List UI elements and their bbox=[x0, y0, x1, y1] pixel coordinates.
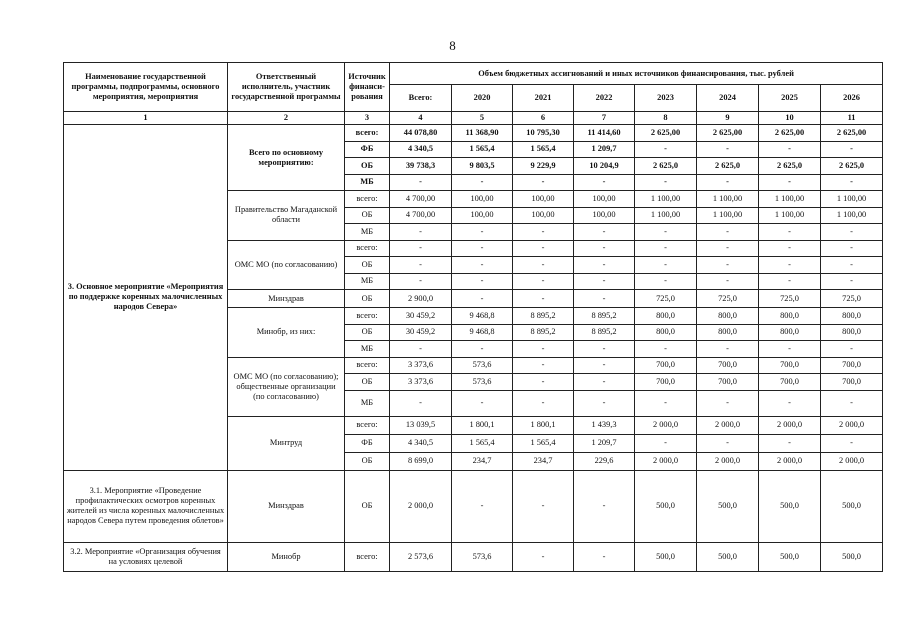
value-cell: 500,0 bbox=[759, 470, 821, 542]
value-cell: - bbox=[821, 341, 883, 358]
value-cell: 39 738,3 bbox=[390, 158, 452, 175]
value-cell: 2 625,00 bbox=[635, 125, 697, 142]
value-cell: 2 625,00 bbox=[697, 125, 759, 142]
header-year: 2021 bbox=[513, 85, 574, 112]
value-cell: 11 368,90 bbox=[452, 125, 513, 142]
value-cell: 1 800,1 bbox=[513, 416, 574, 434]
value-cell: 573,6 bbox=[452, 542, 513, 571]
value-cell: - bbox=[635, 390, 697, 416]
value-cell: - bbox=[390, 224, 452, 241]
activity-name: 3.2. Мероприятие «Организация обучения на условиях целевой bbox=[64, 542, 228, 571]
value-cell: 700,0 bbox=[697, 357, 759, 374]
source-cell: всего: bbox=[345, 357, 390, 374]
source-cell: ОБ bbox=[345, 452, 390, 470]
value-cell: 8 895,2 bbox=[574, 308, 635, 325]
value-cell: - bbox=[821, 141, 883, 158]
value-cell: 573,6 bbox=[452, 357, 513, 374]
value-cell: 100,00 bbox=[452, 207, 513, 224]
value-cell: - bbox=[759, 240, 821, 257]
activity-row bbox=[64, 542, 883, 571]
value-cell: - bbox=[390, 341, 452, 358]
value-cell: - bbox=[513, 257, 574, 274]
executor-cell: Минздрав bbox=[228, 470, 345, 542]
value-cell: - bbox=[574, 257, 635, 274]
column-number: 5 bbox=[452, 112, 513, 125]
value-cell: - bbox=[513, 273, 574, 290]
header-row bbox=[64, 63, 883, 85]
value-cell: 700,0 bbox=[635, 357, 697, 374]
main-activity-name: 3. Основное мероприятие «Мероприятия по поддержке коренных малочисленных народов Севера» bbox=[64, 125, 228, 471]
value-cell: 2 000,0 bbox=[390, 470, 452, 542]
value-cell: - bbox=[513, 341, 574, 358]
value-cell: - bbox=[759, 434, 821, 452]
value-cell: 100,00 bbox=[574, 191, 635, 208]
value-cell: 4 700,00 bbox=[390, 191, 452, 208]
value-cell: 1 800,1 bbox=[452, 416, 513, 434]
value-cell: 9 468,8 bbox=[452, 308, 513, 325]
value-cell: - bbox=[452, 470, 513, 542]
value-cell: 800,0 bbox=[759, 308, 821, 325]
value-cell: 500,0 bbox=[821, 470, 883, 542]
value-cell: - bbox=[452, 290, 513, 308]
column-number: 1 bbox=[64, 112, 228, 125]
value-cell: - bbox=[452, 224, 513, 241]
value-cell: 725,0 bbox=[635, 290, 697, 308]
value-cell: - bbox=[759, 141, 821, 158]
value-cell: 800,0 bbox=[821, 324, 883, 341]
value-cell: - bbox=[513, 470, 574, 542]
source-cell: всего: bbox=[345, 542, 390, 571]
activity-name: 3.1. Мероприятие «Проведение профилактических осмотров коренных жителей из числа коренных малочисленных народов Севера путем проведения облетов» bbox=[64, 470, 228, 542]
value-cell: 229,6 bbox=[574, 452, 635, 470]
value-cell: 800,0 bbox=[697, 308, 759, 325]
value-cell: - bbox=[574, 341, 635, 358]
value-cell: 44 078,80 bbox=[390, 125, 452, 142]
column-number: 11 bbox=[821, 112, 883, 125]
value-cell: 2 000,0 bbox=[759, 416, 821, 434]
value-cell: - bbox=[452, 390, 513, 416]
value-cell: - bbox=[513, 174, 574, 191]
value-cell: - bbox=[574, 470, 635, 542]
value-cell: - bbox=[697, 390, 759, 416]
source-cell: всего: bbox=[345, 240, 390, 257]
value-cell: 1 100,00 bbox=[635, 191, 697, 208]
executor-cell: Минздрав bbox=[228, 290, 345, 308]
value-cell: 30 459,2 bbox=[390, 308, 452, 325]
value-cell: 500,0 bbox=[635, 542, 697, 571]
source-cell: МБ bbox=[345, 224, 390, 241]
value-cell: 4 340,5 bbox=[390, 434, 452, 452]
value-cell: 1 565,4 bbox=[513, 434, 574, 452]
header-budget-title: Объем бюджетных ассигнований и иных источников финансирования, тыс. рублей bbox=[390, 63, 883, 85]
value-cell: 13 039,5 bbox=[390, 416, 452, 434]
source-cell: МБ bbox=[345, 273, 390, 290]
value-cell: - bbox=[635, 434, 697, 452]
source-cell: МБ bbox=[345, 341, 390, 358]
value-cell: 4 340,5 bbox=[390, 141, 452, 158]
value-cell: - bbox=[513, 290, 574, 308]
value-cell: 1 100,00 bbox=[635, 207, 697, 224]
executor-cell: ОМС МО (по согласованию) bbox=[228, 240, 345, 290]
value-cell: 1 100,00 bbox=[697, 191, 759, 208]
column-number: 9 bbox=[697, 112, 759, 125]
executor-cell: Всего по основному мероприятию: bbox=[228, 125, 345, 191]
value-cell: - bbox=[635, 174, 697, 191]
value-cell: - bbox=[574, 240, 635, 257]
value-cell: 800,0 bbox=[821, 308, 883, 325]
budget-row bbox=[64, 125, 883, 142]
header-executor: Ответственный исполнитель, участник государственной программы bbox=[228, 63, 345, 112]
value-cell: - bbox=[635, 341, 697, 358]
value-cell: 2 000,0 bbox=[635, 452, 697, 470]
value-cell: 1 100,00 bbox=[697, 207, 759, 224]
value-cell: 2 625,0 bbox=[635, 158, 697, 175]
value-cell: - bbox=[759, 390, 821, 416]
value-cell: - bbox=[821, 273, 883, 290]
value-cell: 1 100,00 bbox=[759, 207, 821, 224]
value-cell: - bbox=[452, 273, 513, 290]
value-cell: 700,0 bbox=[821, 357, 883, 374]
value-cell: 2 625,00 bbox=[821, 125, 883, 142]
header-year: 2025 bbox=[759, 85, 821, 112]
value-cell: 8 895,2 bbox=[513, 308, 574, 325]
header-total: Всего: bbox=[390, 85, 452, 112]
value-cell: 11 414,60 bbox=[574, 125, 635, 142]
value-cell: 1 565,4 bbox=[452, 141, 513, 158]
source-cell: ОБ bbox=[345, 374, 390, 391]
value-cell: - bbox=[759, 224, 821, 241]
value-cell: 725,0 bbox=[759, 290, 821, 308]
source-cell: МБ bbox=[345, 174, 390, 191]
source-cell: ФБ bbox=[345, 141, 390, 158]
value-cell: 725,0 bbox=[821, 290, 883, 308]
value-cell: - bbox=[513, 224, 574, 241]
value-cell: - bbox=[821, 434, 883, 452]
header-year: 2024 bbox=[697, 85, 759, 112]
value-cell: - bbox=[513, 240, 574, 257]
value-cell: - bbox=[452, 341, 513, 358]
budget-table-body bbox=[64, 63, 883, 572]
value-cell: - bbox=[821, 390, 883, 416]
column-number: 7 bbox=[574, 112, 635, 125]
value-cell: 2 625,0 bbox=[821, 158, 883, 175]
value-cell: 500,0 bbox=[759, 542, 821, 571]
value-cell: - bbox=[635, 224, 697, 241]
source-cell: ОБ bbox=[345, 207, 390, 224]
budget-table bbox=[63, 62, 883, 572]
column-number: 4 bbox=[390, 112, 452, 125]
value-cell: - bbox=[697, 224, 759, 241]
value-cell: 500,0 bbox=[697, 542, 759, 571]
source-cell: ОБ bbox=[345, 324, 390, 341]
column-number: 2 bbox=[228, 112, 345, 125]
source-cell: ОБ bbox=[345, 470, 390, 542]
value-cell: - bbox=[821, 224, 883, 241]
value-cell: - bbox=[574, 374, 635, 391]
value-cell: 100,00 bbox=[513, 191, 574, 208]
column-number: 3 bbox=[345, 112, 390, 125]
value-cell: - bbox=[697, 273, 759, 290]
value-cell: 500,0 bbox=[635, 470, 697, 542]
source-cell: ОБ bbox=[345, 290, 390, 308]
value-cell: - bbox=[635, 240, 697, 257]
value-cell: 800,0 bbox=[635, 324, 697, 341]
value-cell: 1 209,7 bbox=[574, 434, 635, 452]
value-cell: - bbox=[821, 240, 883, 257]
value-cell: 700,0 bbox=[635, 374, 697, 391]
value-cell: - bbox=[697, 434, 759, 452]
value-cell: 1 100,00 bbox=[821, 191, 883, 208]
value-cell: - bbox=[574, 174, 635, 191]
value-cell: 1 439,3 bbox=[574, 416, 635, 434]
source-cell: МБ bbox=[345, 390, 390, 416]
value-cell: 2 625,00 bbox=[759, 125, 821, 142]
value-cell: - bbox=[759, 174, 821, 191]
source-cell: всего: bbox=[345, 125, 390, 142]
value-cell: - bbox=[574, 357, 635, 374]
value-cell: 1 100,00 bbox=[821, 207, 883, 224]
source-cell: ОБ bbox=[345, 257, 390, 274]
value-cell: - bbox=[759, 257, 821, 274]
value-cell: 10 204,9 bbox=[574, 158, 635, 175]
value-cell: 2 000,0 bbox=[635, 416, 697, 434]
value-cell: 700,0 bbox=[821, 374, 883, 391]
page-number: 8 bbox=[449, 38, 456, 53]
value-cell: - bbox=[574, 290, 635, 308]
value-cell: - bbox=[513, 390, 574, 416]
value-cell: 573,6 bbox=[452, 374, 513, 391]
executor-cell: Минтруд bbox=[228, 416, 345, 470]
value-cell: 234,7 bbox=[513, 452, 574, 470]
value-cell: 2 625,0 bbox=[697, 158, 759, 175]
value-cell: 8 699,0 bbox=[390, 452, 452, 470]
column-number: 10 bbox=[759, 112, 821, 125]
column-number: 8 bbox=[635, 112, 697, 125]
value-cell: - bbox=[513, 357, 574, 374]
value-cell: - bbox=[635, 257, 697, 274]
value-cell: - bbox=[759, 273, 821, 290]
value-cell: 8 895,2 bbox=[513, 324, 574, 341]
header-year: 2022 bbox=[574, 85, 635, 112]
value-cell: - bbox=[452, 174, 513, 191]
value-cell: 2 625,0 bbox=[759, 158, 821, 175]
value-cell: 2 000,0 bbox=[759, 452, 821, 470]
executor-cell: Минобр, из них: bbox=[228, 308, 345, 358]
value-cell: 30 459,2 bbox=[390, 324, 452, 341]
activity-row bbox=[64, 470, 883, 542]
header-source: Источник финанси-рования bbox=[345, 63, 390, 112]
source-cell: ФБ bbox=[345, 434, 390, 452]
executor-cell: ОМС МО (по согласованию); общественные организации (по согласованию) bbox=[228, 357, 345, 416]
value-cell: - bbox=[574, 224, 635, 241]
value-cell: - bbox=[574, 273, 635, 290]
source-cell: ОБ bbox=[345, 158, 390, 175]
value-cell: 500,0 bbox=[821, 542, 883, 571]
value-cell: 2 000,0 bbox=[821, 452, 883, 470]
value-cell: - bbox=[574, 390, 635, 416]
value-cell: 100,00 bbox=[574, 207, 635, 224]
value-cell: - bbox=[635, 141, 697, 158]
value-cell: 1 565,4 bbox=[513, 141, 574, 158]
column-number-row bbox=[64, 112, 883, 125]
value-cell: - bbox=[697, 341, 759, 358]
value-cell: 234,7 bbox=[452, 452, 513, 470]
value-cell: 100,00 bbox=[513, 207, 574, 224]
value-cell: - bbox=[697, 257, 759, 274]
value-cell: - bbox=[574, 542, 635, 571]
value-cell: - bbox=[697, 174, 759, 191]
value-cell: 100,00 bbox=[452, 191, 513, 208]
value-cell: 800,0 bbox=[759, 324, 821, 341]
header-year: 2023 bbox=[635, 85, 697, 112]
value-cell: 9 229,9 bbox=[513, 158, 574, 175]
executor-cell: Правительство Магаданской области bbox=[228, 191, 345, 241]
value-cell: - bbox=[452, 257, 513, 274]
column-number: 6 bbox=[513, 112, 574, 125]
source-cell: всего: bbox=[345, 191, 390, 208]
value-cell: 800,0 bbox=[635, 308, 697, 325]
value-cell: 2 000,0 bbox=[821, 416, 883, 434]
value-cell: 2 000,0 bbox=[697, 452, 759, 470]
value-cell: 1 209,7 bbox=[574, 141, 635, 158]
source-cell: всего: bbox=[345, 416, 390, 434]
value-cell: 2 900,0 bbox=[390, 290, 452, 308]
value-cell: 9 803,5 bbox=[452, 158, 513, 175]
header-year: 2020 bbox=[452, 85, 513, 112]
value-cell: 700,0 bbox=[759, 357, 821, 374]
value-cell: 3 373,6 bbox=[390, 374, 452, 391]
header-program-name: Наименование государственной программы, подпрограммы, основного мероприятия, мероприятия bbox=[64, 63, 228, 112]
value-cell: - bbox=[821, 174, 883, 191]
value-cell: - bbox=[452, 240, 513, 257]
value-cell: - bbox=[513, 542, 574, 571]
value-cell: - bbox=[390, 240, 452, 257]
value-cell: - bbox=[390, 390, 452, 416]
value-cell: 1 100,00 bbox=[759, 191, 821, 208]
executor-cell: Минобр bbox=[228, 542, 345, 571]
value-cell: 4 700,00 bbox=[390, 207, 452, 224]
value-cell: - bbox=[390, 257, 452, 274]
value-cell: - bbox=[513, 374, 574, 391]
value-cell: - bbox=[390, 273, 452, 290]
value-cell: 700,0 bbox=[759, 374, 821, 391]
value-cell: - bbox=[697, 141, 759, 158]
value-cell: 9 468,8 bbox=[452, 324, 513, 341]
value-cell: - bbox=[759, 341, 821, 358]
value-cell: 10 795,30 bbox=[513, 125, 574, 142]
value-cell: 3 373,6 bbox=[390, 357, 452, 374]
value-cell: 800,0 bbox=[697, 324, 759, 341]
value-cell: - bbox=[697, 240, 759, 257]
value-cell: 2 573,6 bbox=[390, 542, 452, 571]
value-cell: 725,0 bbox=[697, 290, 759, 308]
value-cell: - bbox=[635, 273, 697, 290]
value-cell: - bbox=[821, 257, 883, 274]
value-cell: 1 565,4 bbox=[452, 434, 513, 452]
value-cell: - bbox=[390, 174, 452, 191]
value-cell: 8 895,2 bbox=[574, 324, 635, 341]
value-cell: 500,0 bbox=[697, 470, 759, 542]
source-cell: всего: bbox=[345, 308, 390, 325]
value-cell: 2 000,0 bbox=[697, 416, 759, 434]
value-cell: 700,0 bbox=[697, 374, 759, 391]
header-year: 2026 bbox=[821, 85, 883, 112]
